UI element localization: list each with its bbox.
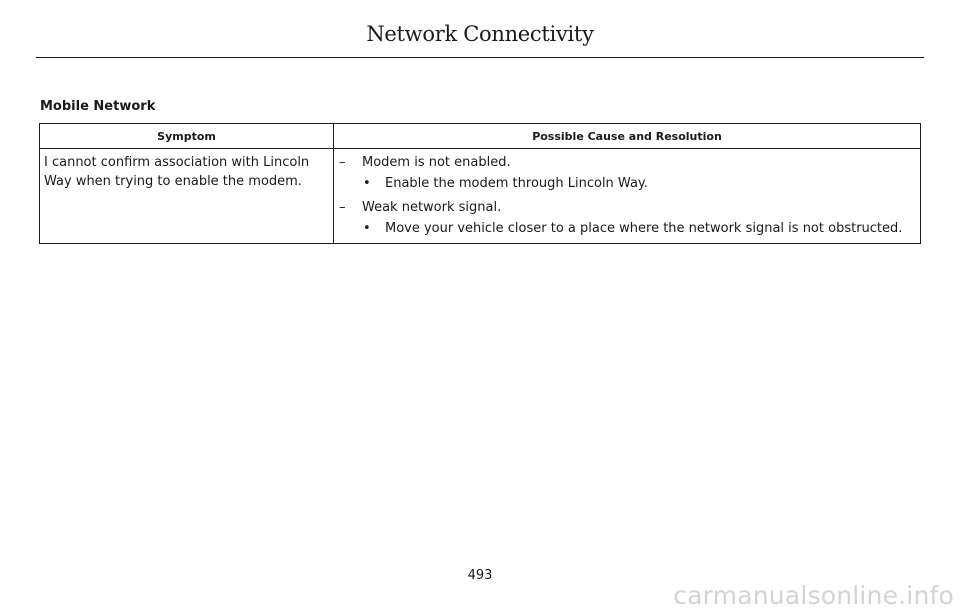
header-divider (36, 57, 924, 58)
resolution-cell (334, 149, 921, 244)
table-row (40, 149, 921, 244)
cause-item (338, 153, 920, 172)
column-header-symptom: Symptom (40, 124, 334, 149)
resolution-step (338, 174, 920, 193)
bullet-marker: • (363, 221, 371, 236)
cause-text: Weak network signal. (362, 200, 502, 215)
resolution-step (338, 219, 920, 238)
column-header-resolution: Possible Cause and Resolution (334, 124, 921, 149)
cause-text: Modem is not enabled. (362, 155, 511, 170)
page-number: 493 (467, 568, 493, 583)
section-title: Mobile Network (40, 99, 156, 114)
step-text: Move your vehicle closer to a place where the network signal is not obstructed. (385, 221, 903, 236)
cause-item (338, 198, 920, 217)
page-title: Network Connectivity (366, 22, 594, 46)
dash-marker: – (339, 200, 346, 215)
bullet-marker: • (363, 176, 371, 191)
symptom-cell: I cannot confirm association with Lincoln Way when trying to enable the modem. (40, 149, 334, 244)
step-text: Enable the modem through Lincoln Way. (385, 176, 648, 191)
table-header-row (40, 124, 921, 149)
dash-marker: – (339, 155, 346, 170)
watermark: carmanualsonline.info (673, 581, 954, 610)
troubleshooting-table (39, 123, 921, 244)
